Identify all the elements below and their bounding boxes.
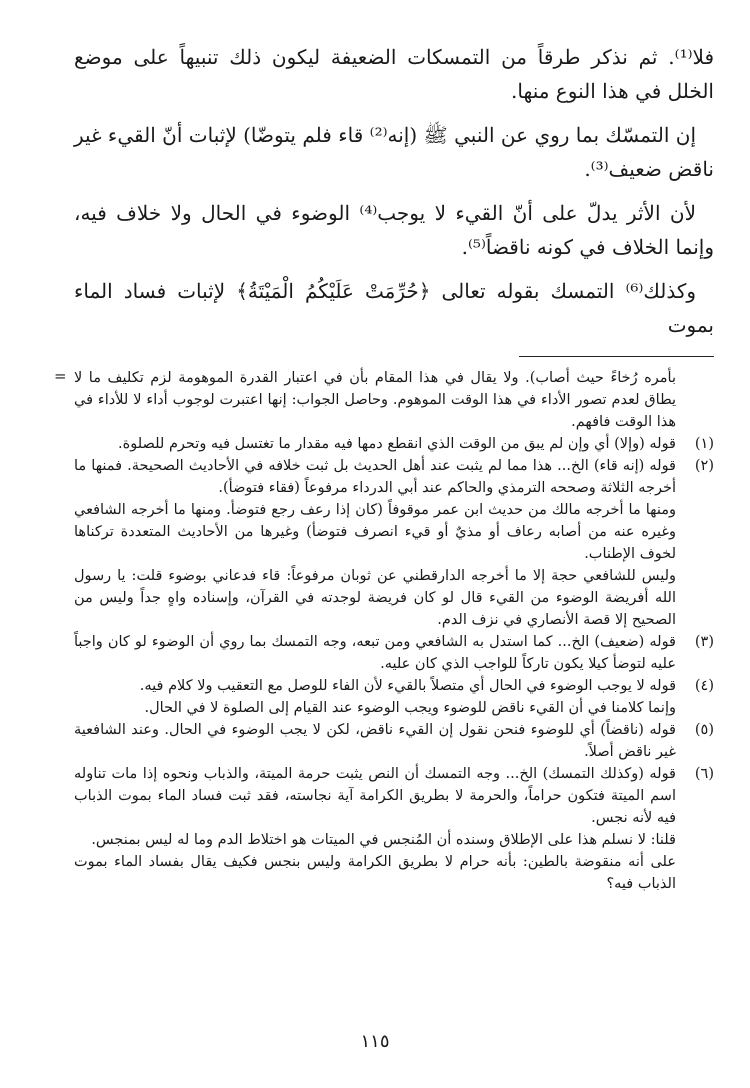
- footnote-paragraph: قوله (ضعيف) الخ... كما استدل به الشافعي ومن تبعه، وجه التمسك بما روي أن الوضوء لو كان واجباً عليه لتوضأ كيلا يكون تاركاً للواجب الذي كان عليه.: [74, 634, 676, 672]
- main-paragraph-4: وكذلك⁽⁶⁾ التمسك بقوله تعالى ﴿حُرِّمَتْ عَلَيْكُمُ الْمَيْتَةُ﴾ لإثبات فساد الماء بموت: [74, 279, 714, 337]
- footnote-continuation: [54, 367, 714, 433]
- main-paragraph-1: فلا⁽¹⁾. ثم نذكر طرقاً من التمسكات الضعيفة ليكون ذلك تنبيهاً على موضع الخلل في هذا النوع منها.: [74, 45, 714, 103]
- footnote: [74, 763, 714, 895]
- footnotes: [54, 367, 714, 895]
- footnote-paragraph: قوله (وإلا) أي وإن لم يبق من الوقت الذي انقطع دمها فيه مقدار ما تغتسل فيه وتحرم للصلوة.: [118, 436, 676, 452]
- footnote: [74, 675, 714, 719]
- footnote-number: (٦): [694, 766, 714, 782]
- footnote-list: [74, 433, 714, 895]
- footnote-number: (٣): [694, 634, 714, 650]
- footnote-paragraph: وإنما كلامنا في أن القيء ناقض للوضوء ويجب الوضوء عند القيام إلى الصلوة لا في الحال.: [144, 700, 676, 716]
- footnote-paragraph: ومنها ما أخرجه مالك من حديث ابن عمر موقوفاً (كان إذا رعف رجع فتوضأ. ومنها ما أخرجه الشافعي وغيره عنه من أصابه رعاف أو مذيٌ أو قيء انصرف فتوضأ) وغيرها من الأحاديث المتعددة تركناها لخوف الإطناب.: [74, 502, 676, 562]
- footnote-number: (٤): [694, 678, 714, 694]
- footnote: [74, 455, 714, 631]
- continuation-mark: =: [54, 367, 67, 385]
- footnote: [74, 433, 714, 455]
- footnote: [74, 631, 714, 675]
- main-paragraph-2: إن التمسّك بما روي عن النبي ﷺ (إنه⁽²⁾ قاء فلم يتوضّا) لإثبات أنّ القيء غير ناقض ضعيف⁽³⁾.: [74, 123, 714, 181]
- main-text: [74, 40, 714, 342]
- footnote: [74, 719, 714, 763]
- footnote-continuation-text: بأمره رُخاءً حيث أصاب). ولا يقال في هذا المقام بأن في اعتبار القدرة الموهومة لزم تكليف ما لا يطاق لعدم تصور الأداء في هذا الوقت الموهوم. وحاصل الجواب: إنها اعتبرت لوجوب أداء لا للأداء في هذا الوقت فافهم.: [74, 370, 677, 430]
- footnote-paragraph: وليس للشافعي حجة إلا ما أخرجه الدارقطني عن ثوبان مرفوعاً: قاء فدعاني بوضوء قلت: يا رسول الله أفريضة الوضوء من القيء قال لو كان فريضة لوجدته في القرآن، وإسناده واهٍ جداً وليس من الصحيح إلا قصة الأنصاري في نزف الدم.: [74, 568, 676, 628]
- footnote-separator: [519, 356, 714, 357]
- footnote-number: (٢): [694, 458, 714, 474]
- page-number: ١١٥: [360, 1031, 390, 1052]
- footnote-body: [74, 675, 676, 719]
- footnote-number: (١): [694, 436, 714, 452]
- main-paragraph-3: لأن الأثر يدلّ على أنّ القيء لا يوجب⁽⁴⁾ الوضوء في الحال ولا خلاف فيه، وإنما الخلاف في كونه ناقضاً⁽⁵⁾.: [74, 201, 714, 259]
- footnote-paragraph: قوله لا يوجب الوضوء في الحال أي متصلاً بالقيء لأن الفاء للوصل مع التعقيب ولا كلام فيه.: [139, 678, 676, 694]
- footnote-paragraph: قوله (إنه قاء) الخ... هذا مما لم يثبت عند أهل الحديث بل ثبت خلافه في الأحاديث الصحيحة. فمنها ما أخرجه الثلاثة وصححه الترمذي والحاكم عند أبي الدرداء مرفوعاً (فقاء فتوضأ).: [74, 458, 676, 496]
- footnote-number: (٥): [694, 722, 714, 738]
- footnote-body: [74, 631, 676, 675]
- footnote-paragraph: قوله (وكذلك التمسك) الخ... وجه التمسك أن النص يثبت حرمة الميتة، والذباب ونحوه إذا مات تناوله اسم الميتة فتكون حراماً، والحرمة لا بطريق الكرامة آية نجاسته، فقد ثبت فساد الماء بموت الذباب فيه لأنه نجس.: [74, 766, 676, 826]
- page-body: [54, 40, 714, 895]
- footnote-body: [74, 433, 676, 455]
- footnote-paragraph: قلنا: لا نسلم هذا على الإطلاق وسنده أن المُنجس في الميتات هو اختلاط الدم وما له ليس بمنجس.: [91, 832, 676, 848]
- footnote-body: [74, 455, 676, 631]
- footnote-body: [74, 719, 676, 763]
- footnote-paragraph: قوله (ناقضاً) أي للوضوء فنحن نقول إن القيء ناقض، لكن لا يجب الوضوء في الحال. وعند الشافعية غير ناقض أصلاً.: [74, 722, 676, 760]
- footnote-paragraph: على أنه منقوضة بالطين: بأنه حرام لا بطريق الكرامة وليس بنجس فكيف يقال بفساد الماء بموت الذباب فيه؟: [74, 854, 676, 892]
- footnote-body: [74, 763, 676, 895]
